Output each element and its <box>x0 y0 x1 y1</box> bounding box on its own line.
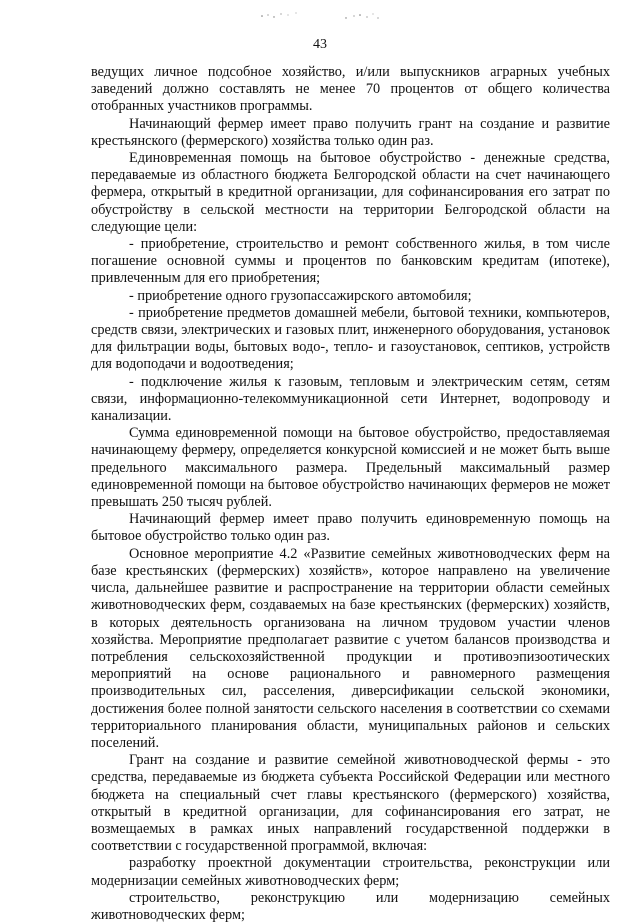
scan-artifact <box>250 6 390 24</box>
list-item: - приобретение одного грузопассажирского автомобиля; <box>129 287 472 304</box>
paragraph: строительство, реконструкцию или модернизацию семейных животноводческих ферм; <box>91 889 610 923</box>
list-item: - подключение жилья к газовым, тепловым и электрическим сетям, сетям связи, информационно-телекоммуникационной сети Интернет, водопроводу и канализации. <box>91 373 610 425</box>
page-number: 43 <box>313 37 327 52</box>
paragraph: Сумма единовременной помощи на бытовое обустройство, предоставляемая начинающему фермеру, определяется конкурсной комиссией и не может быть выше предельного максимального размера. Предельный максимальный размер единовременной помощи на бытовое обустройство начинающих фермеров не может превышать 250 тысяч рублей. <box>91 425 610 511</box>
paragraph: Единовременная помощь на бытовое обустройство - денежные средства, передаваемые из областного бюджета Белгородской области на счет начинающего фермера, открытый в кредитной организации, для софинансирования его затрат по обустройству в сельской местности на территории Белгородской области на следующие цели: <box>91 150 610 235</box>
paragraph: Начинающий фермер имеет право получить грант на создание и развитие крестьянского (фермерского) хозяйства только один раз. <box>91 115 610 149</box>
list-item: - приобретение предметов домашней мебели, бытовой техники, компьютеров, средств связи, электрических и газовых плит, инженерного оборудования, установок для фильтрации воды, бытовых водо-, тепло- и газоустановок, септиков, устройств для водоподачи и водоотведения; <box>91 304 610 373</box>
paragraph: ведущих личное подсобное хозяйство, и/или выпускников аграрных учебных заведений должно составлять не менее 70 процентов от общего количества отобранных участников программы. <box>91 64 610 115</box>
paragraph: Начинающий фермер имеет право получить единовременную помощь на бытовое обустройство только один раз. <box>91 511 610 545</box>
paragraph: разработку проектной документации строительства, реконструкции или модернизации семейных животноводческих ферм; <box>91 855 610 889</box>
paragraph: Основное мероприятие 4.2 «Развитие семейных животноводческих ферм на базе крестьянских (фермерских) хозяйств», которое направлено на увеличение числа, дальнейшее развитие и распространение на территории области семейных животноводческих ферм, создаваемых на базе крестьянских (фермерских) хозяйств, в которых деятельность организована на личном трудовом участии членов хозяйства. Мероприятие предполагает развитие с учетом балансов производства и потребления сельскохозяйственной продукции и противоэпизоотических мероприятий на основе рационального и равномерного размещения производительных сил, расселения, диверсификации сельской экономики, достижения более полной занятости сельского населения в соответствии со схемами территориального планирования области, муниципальных районов и сельских поселений. <box>91 545 610 751</box>
document-body <box>91 64 610 924</box>
list-item: - приобретение, строительство и ремонт собственного жилья, в том числе погашение основной суммы и процентов по банковским кредитам (ипотеке), привлеченным для его приобретения; <box>91 236 610 287</box>
paragraph: Грант на создание и развитие семейной животноводческой фермы - это средства, передаваемые из бюджета субъекта Российской Федерации или местного бюджета на специальный счет главы крестьянского (фермерского) хозяйства, открытый в кредитной организации, для софинансирования его затрат, не возмещаемых в рамках иных направлений государственной поддержки в соответствии с государственной программой, включая: <box>91 752 610 855</box>
